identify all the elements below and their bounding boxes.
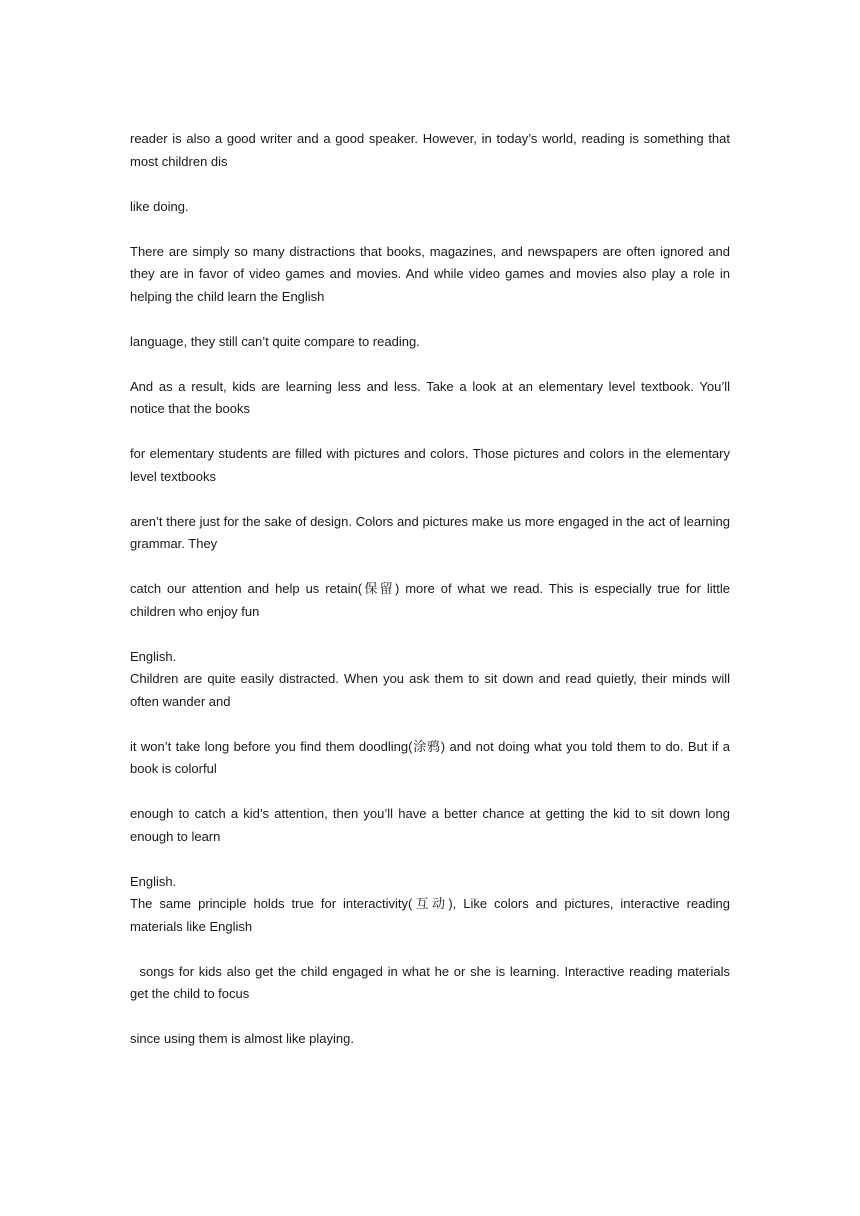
paragraph: catch our attention and help us retain(保留) more of what we read. This is especially true for little children who enjoy fun <box>130 581 730 619</box>
paragraph: And as a result, kids are learning less and less. Take a look at an elementary level textbook. You’ll notice that the books <box>130 378 730 416</box>
paragraph: reader is also a good writer and a good speaker. However, in today’s world, reading is something that most children dis <box>130 131 730 169</box>
paragraph: it won’t take long before you find them doodling(涂鸦) and not doing what you told them to do. But if a book is colorful <box>130 738 730 776</box>
paragraph: since using them is almost like playing. <box>130 1031 354 1046</box>
paragraph: like doing. <box>130 198 189 214</box>
paragraph: English. <box>130 873 177 889</box>
paragraph: The same principle holds true for interactivity(互动), Like colors and pictures, interactive reading materials like English <box>130 896 730 934</box>
paragraph: aren’t there just for the sake of design. Colors and pictures make us more engaged in the act of learning grammar. They <box>130 513 730 551</box>
paragraph: language, they still can’t quite compare to reading. <box>130 333 420 349</box>
paragraph: enough to catch a kid’s attention, then you’ll have a better chance at getting the kid to sit down long enough to learn <box>130 806 730 844</box>
paragraph: songs for kids also get the child engaged in what he or she is learning. Interactive reading materials get the child to focus <box>130 963 734 1001</box>
paragraph: Children are quite easily distracted. When you ask them to sit down and read quietly, their minds will often wander and <box>130 671 730 709</box>
document-body <box>130 128 734 1073</box>
paragraph: There are simply so many distractions that books, magazines, and newspapers are often ignored and they are in favor of video games and movies. And while video games and movies also play a role in helping the child learn the English <box>130 243 730 304</box>
paragraph: for elementary students are filled with pictures and colors. Those pictures and colors in the elementary level textbooks <box>130 446 730 484</box>
paragraph: English. <box>130 648 177 664</box>
